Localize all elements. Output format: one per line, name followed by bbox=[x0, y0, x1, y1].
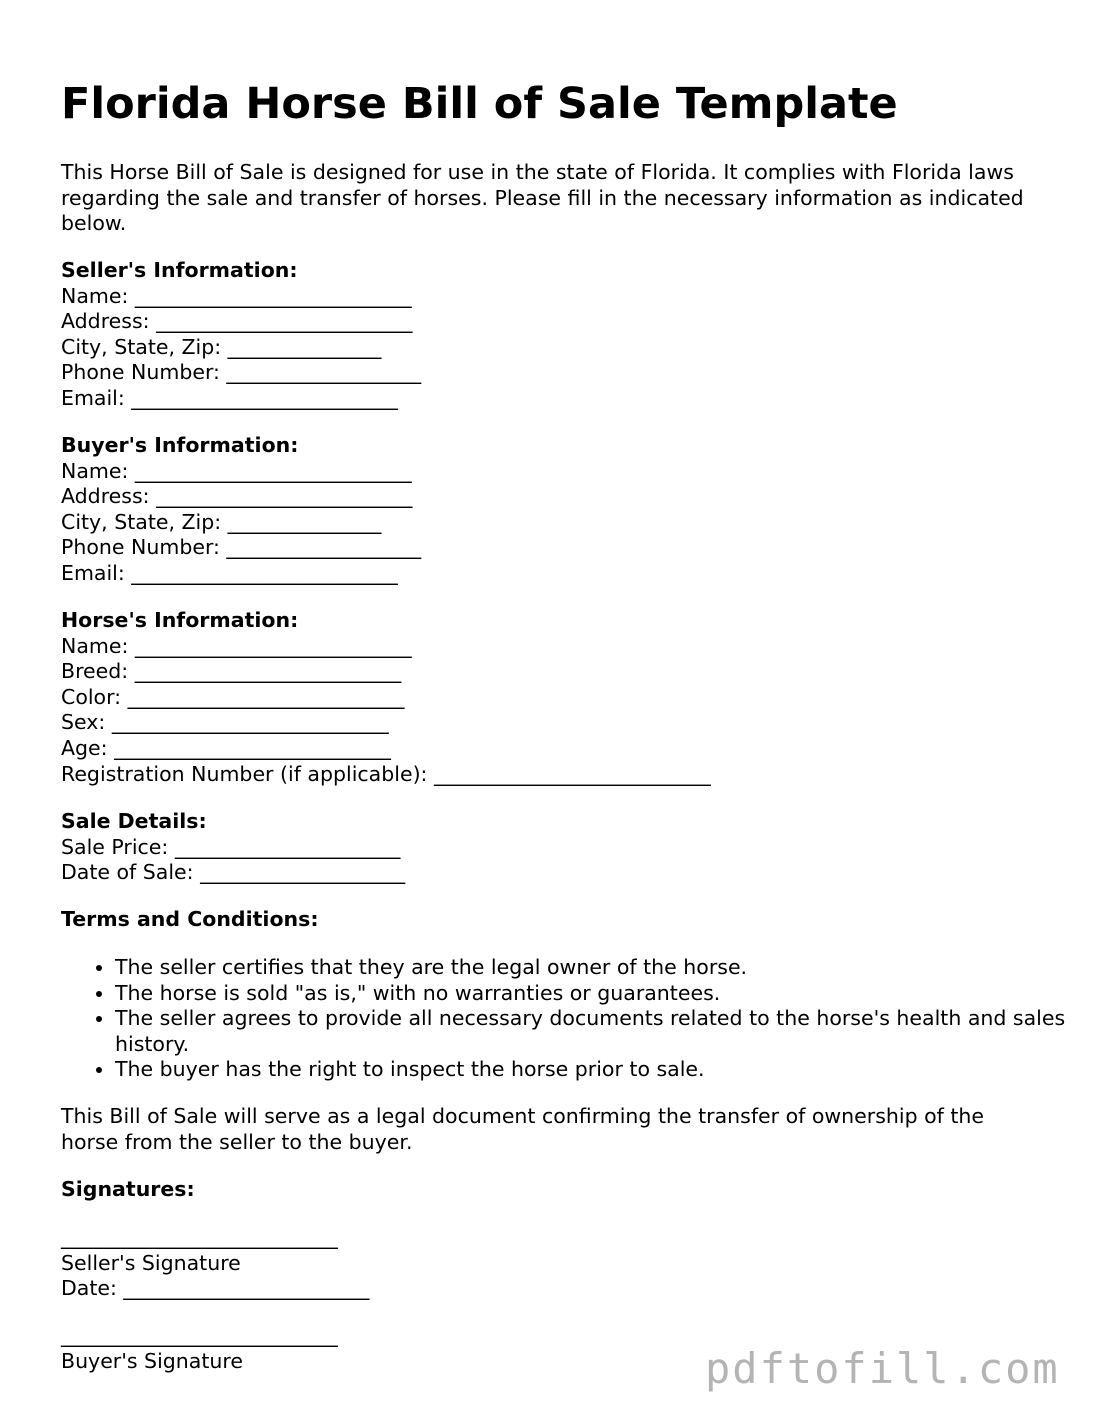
seller-signature-block bbox=[61, 1225, 369, 1302]
seller-heading: Seller's Information: bbox=[61, 258, 298, 282]
signatures-heading: Signatures: bbox=[61, 1177, 195, 1201]
terms-item: • The horse is sold "as is," with no warranties or guarantees. bbox=[115, 981, 1090, 1007]
outro-paragraph: This Bill of Sale will serve as a legal document confirming the transfer of ownership of the horse from the seller to the buyer. bbox=[61, 1104, 985, 1154]
horse-color-field: Color: ___________________________ bbox=[61, 684, 405, 709]
horse-breed-field: Breed: __________________________ bbox=[61, 659, 402, 684]
seller-signature-date: Date: ________________________ bbox=[61, 1276, 370, 1301]
sale-price-field: Sale Price: ______________________ bbox=[61, 834, 401, 859]
terms-item: • The buyer has the right to inspect the horse prior to sale. bbox=[115, 1057, 1090, 1083]
seller-email-field: Email: __________________________ bbox=[61, 385, 398, 410]
buyer-heading: Buyer's Information: bbox=[61, 433, 299, 457]
buyer-name-field: Name: ___________________________ bbox=[61, 458, 412, 483]
intro-paragraph: This Horse Bill of Sale is designed for use in the state of Florida. It complies with Florida laws regarding the sale and transfer of horses. Please fill in the necessary information as indicated below. bbox=[61, 160, 1024, 236]
sale-date-field: Date of Sale: ____________________ bbox=[61, 860, 406, 885]
terms-item: • The seller agrees to provide all necessary documents related to the horse's health and sales history. bbox=[115, 1006, 1090, 1057]
terms-heading: Terms and Conditions: bbox=[61, 907, 319, 931]
seller-section bbox=[61, 258, 421, 412]
buyer-signature-line: ___________________________ bbox=[61, 1323, 338, 1347]
seller-signature-line: ___________________________ bbox=[61, 1225, 338, 1249]
buyer-signature-label: Buyer's Signature bbox=[61, 1348, 243, 1373]
buyer-city-state-zip-field: City, State, Zip: _______________ bbox=[61, 509, 382, 534]
seller-signature-label: Seller's Signature bbox=[61, 1250, 241, 1275]
horse-heading: Horse's Information: bbox=[61, 608, 299, 632]
terms-list bbox=[61, 955, 1090, 1083]
seller-phone-field: Phone Number: ___________________ bbox=[61, 360, 422, 385]
horse-section bbox=[61, 608, 711, 787]
buyer-phone-field: Phone Number: ___________________ bbox=[61, 535, 422, 560]
seller-city-state-zip-field: City, State, Zip: _______________ bbox=[61, 334, 382, 359]
seller-name-field: Name: ___________________________ bbox=[61, 283, 412, 308]
terms-item: • The seller certifies that they are the legal owner of the horse. bbox=[115, 955, 1090, 981]
horse-sex-field: Sex: ___________________________ bbox=[61, 710, 389, 735]
buyer-email-field: Email: __________________________ bbox=[61, 560, 398, 585]
buyer-signature-block bbox=[61, 1323, 338, 1374]
sale-heading: Sale Details: bbox=[61, 809, 207, 833]
buyer-section bbox=[61, 433, 421, 587]
buyer-address-field: Address: _________________________ bbox=[61, 484, 413, 509]
sale-section bbox=[61, 809, 405, 886]
watermark: pdftofill.com bbox=[705, 1344, 1060, 1393]
seller-address-field: Address: _________________________ bbox=[61, 309, 413, 334]
document-title: Florida Horse Bill of Sale Template bbox=[61, 79, 898, 129]
horse-age-field: Age: ___________________________ bbox=[61, 735, 391, 760]
horse-registration-field: Registration Number (if applicable): ___________________________ bbox=[61, 761, 711, 786]
horse-name-field: Name: ___________________________ bbox=[61, 633, 412, 658]
